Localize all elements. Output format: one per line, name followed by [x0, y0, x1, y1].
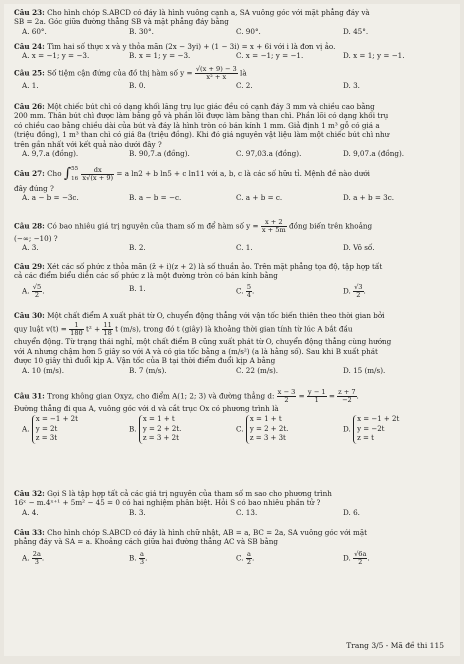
option-d[interactable]: D. $\frac{√6a}{2}$ .: [343, 549, 370, 566]
fraction: $\frac{11}{18}$: [103, 321, 112, 338]
option-d[interactable]: D. x = −1 + 2t y = −2t z = t: [343, 415, 400, 443]
question-number: Câu 30:: [14, 311, 45, 320]
question-number: Câu 32:: [14, 489, 45, 498]
option-a[interactable]: A. $\frac{√5}{2}$ .: [22, 282, 45, 299]
option-b[interactable]: B. $\frac{a}{3}$ .: [129, 549, 148, 566]
question-text: Cho: [47, 169, 62, 178]
question-text: SB = 2a. Góc giữa đường thẳng SB và mặt phẳng đáy bằng: [14, 17, 229, 27]
option-b[interactable]: B. 7 (m/s).: [129, 365, 167, 375]
question-text: đây đúng ?: [14, 184, 54, 193]
question-text: Một chiếc bút chì có dạng khối lăng trụ lục giác đều có cạnh đáy 3 mm và chiều cao bằng: [47, 102, 375, 111]
question-text: với A nhưng chậm hơn 5 giây so với A và có gia tốc bằng a (m/s²) (a là hằng số). Sau khi B xuất phát: [14, 346, 378, 356]
question-24: [14, 42, 454, 61]
fraction: $\frac{x + 2}{x + 5m}$: [261, 218, 286, 234]
option-a[interactable]: A. 1.: [22, 81, 39, 90]
question-27: [14, 164, 454, 203]
question-text: Cho hình chóp S.ABCD có đáy là hình chữ nhật, AB = a, BC = 2a, SA vuông góc với mặt: [47, 528, 368, 537]
question-text: Gọi S là tập hợp tất cả các giá trị nguyên của tham số m sao cho phương trình: [47, 489, 332, 498]
question-31: Câu 31: Trong không gian Oxyz, cho điểm A(1; 2; 3) và đường thẳng d: $\frac{x - 3}{2}$ = $\frac{y - 1}{1}$ = $\frac{z + 7}{-2}$ . Đường thẳng đi qua A, vuông góc với d và cắt trục Ox có phương trình là A. x = −1 + 2t y = 2t z = 3t B. x = 1 + t y = 2 + 2t. z = 3 + 2t C. x = 1 + t y = 2 + 2t. z = 3 + 3t D. x = −1 + 2t y = −2t z = t: [14, 389, 454, 444]
answer-options: [14, 366, 454, 375]
question-text: Số tiệm cận đứng của đồ thị hàm số y =: [47, 68, 193, 78]
question-29: [14, 262, 454, 299]
question-number: Câu 24:: [14, 42, 45, 51]
question-text: được 10 giây thì đuổi kịp A. Vận tốc của B tại thời điểm đuổi kịp A bằng: [14, 356, 276, 366]
question-32: [14, 489, 454, 517]
option-c[interactable]: C. $\frac{a}{2}$ .: [236, 549, 255, 566]
option-d[interactable]: D. $\frac{√3}{2}$ .: [343, 282, 366, 299]
question-28: [14, 219, 454, 253]
question-text: phẳng đáy và SA = a. Khoảng cách giữa hai đường thẳng AC và SB bằng: [14, 537, 279, 547]
fraction: $\frac{1}{180}$: [70, 321, 83, 338]
integral-sign: ∫: [63, 165, 72, 182]
option-b[interactable]: B. 2.: [129, 243, 146, 253]
page-footer: Trang 3/5 - Mã đề thi 115: [346, 641, 444, 650]
option-d[interactable]: D. 15 (m/s).: [343, 365, 386, 375]
option-d[interactable]: D. a + b = 3c.: [343, 193, 395, 203]
option-c[interactable]: C. 22 (m/s).: [236, 365, 279, 375]
question-text: 16ˣ − m.4ˣ⁺¹ + 5m² − 45 = 0 có hai nghiệm phân biệt. Hỏi S có bao nhiêu phần tử ?: [14, 498, 321, 508]
fraction: $\frac{y - 1}{1}$: [307, 388, 326, 404]
answer-options: [14, 243, 454, 252]
option-a[interactable]: A. a − b = −3c.: [22, 193, 79, 203]
answer-options: [14, 27, 454, 36]
option-d[interactable]: D. 3.: [343, 81, 360, 90]
question-text: (triệu đồng), 1 m³ than chì có giá 8a (triệu đồng). Khi đó giá nguyên vật liệu làm một chiếc bút chì như: [14, 130, 390, 140]
option-c[interactable]: C. x = 1 + t y = 2 + 2t. z = 3 + 3t: [236, 415, 289, 443]
question-text: Xét các số phức z thỏa mãn (z̄ + i)(z + 2) là số thuần ảo. Trên mặt phẳng tọa độ, tập hợp tất: [47, 262, 383, 271]
fraction: $\frac{x - 3}{2}$: [277, 388, 296, 404]
answer-options: [14, 149, 454, 158]
option-b[interactable]: B. 30°.: [129, 26, 154, 36]
option-c[interactable]: C. 97,03.a (đồng).: [236, 149, 302, 159]
option-c[interactable]: C. $\frac{5}{4}$ .: [236, 282, 255, 299]
fraction: $\frac{z + 7}{-2}$: [338, 388, 356, 404]
question-text: Tìm hai số thực x và y thỏa mãn (2x − 3yi) + (1 − 3i) = x + 6i với i là đơn vị ảo.: [47, 42, 336, 51]
question-text: có chiều cao bằng chiều dài của bút và đáy là hình tròn có bán kính 1 mm. Giả định 1 m³ gỗ có giá a: [14, 120, 380, 130]
integral-limits: 55 16: [71, 166, 79, 182]
question-number: Câu 23:: [14, 8, 45, 17]
option-b[interactable]: B. x = 1 + t y = 2 + 2t. z = 3 + 2t: [129, 415, 182, 443]
answer-options: [14, 415, 454, 444]
option-d[interactable]: D. 9,07.a (đồng).: [343, 149, 405, 159]
option-b[interactable]: B. 3.: [129, 507, 146, 517]
question-text: (−∞; −10) ?: [14, 234, 58, 243]
answer-options: [14, 508, 454, 517]
question-text: cả các điểm biểu diễn các số phức z là một đường tròn có bán kính bằng: [14, 271, 278, 281]
question-number: Câu 26:: [14, 102, 45, 111]
question-text: đồng biến trên khoảng: [289, 221, 373, 231]
question-30: Câu 30: Một chất điểm A xuất phát từ O, chuyển động thẳng với vận tốc biến thiên theo thời gian bởi quy luật v(t) = $\frac{1}{180}$ t² + $\frac{11}{18}$ t (m/s), trong đó t (giây) là khoảng thời gian tính từ lúc A bắt đầu chuyển động. Từ trạng thái nghỉ, một chất điểm B cũng xuất phát từ O, chuyển động thẳng cùng hướng với A nhưng chậm hơn 5 giây so với A và có gia tốc bằng a (m/s²) (a là hằng số). Sau khi B xuất phát được 10 giây thì đuổi kịp A. Vận tốc của B tại thời điểm đuổi kịp A bằng A. 10 (m/s). B. 7 (m/s). C. 22 (m/s). D. 15 (m/s).: [14, 311, 454, 375]
option-c[interactable]: C. 90°.: [236, 26, 261, 36]
option-a[interactable]: A. 9,7.a (đồng).: [22, 149, 79, 159]
question-23: [14, 8, 454, 36]
option-c[interactable]: C. a + b = c.: [236, 193, 283, 203]
option-a[interactable]: A. x = −1 + 2t y = 2t z = 3t: [22, 415, 78, 443]
fraction: $\frac{dx}{x√(x + 9)}$: [82, 165, 114, 182]
question-25: [14, 66, 454, 90]
option-a[interactable]: A. 60°.: [22, 26, 47, 36]
option-c[interactable]: C. 2.: [236, 81, 253, 90]
answer-options: [14, 81, 454, 90]
option-d[interactable]: D. 6.: [343, 507, 360, 517]
answer-options: [14, 551, 454, 566]
question-text: = a ln2 + b ln5 + c ln11 với a, b, c là các số hữu tỉ. Mệnh đề nào dưới: [116, 169, 370, 178]
option-b[interactable]: B. 1.: [129, 283, 146, 293]
question-number: Câu 27:: [14, 169, 45, 178]
question-33: [14, 528, 454, 566]
answer-options: [14, 51, 454, 60]
option-a[interactable]: A. 3.: [22, 243, 39, 253]
question-text: Có bao nhiêu giá trị nguyên của tham số m để hàm số y =: [47, 221, 259, 231]
option-b[interactable]: B. a − b = −c.: [129, 193, 182, 203]
option-d[interactable]: D. x = 1; y = −1.: [343, 51, 405, 61]
question-text: Cho hình chóp S.ABCD có đáy là hình vuông cạnh a, SA vuông góc với mặt phẳng đáy và: [47, 8, 370, 17]
answer-options: [14, 193, 454, 202]
option-b[interactable]: B. 90,7.a (đồng).: [129, 149, 190, 159]
exam-page: [4, 4, 460, 656]
option-a[interactable]: A. 10 (m/s).: [22, 365, 65, 375]
fraction: $\frac{√(x + 9) - 3}{\text{x² + x}}$: [195, 65, 237, 81]
answer-options: [14, 284, 454, 299]
option-a[interactable]: A. 4.: [22, 507, 39, 517]
question-number: Câu 31:: [14, 391, 45, 401]
question-number: Câu 25:: [14, 68, 45, 78]
question-number: Câu 28:: [14, 221, 45, 231]
option-c[interactable]: C. 13.: [236, 507, 258, 517]
option-c[interactable]: C. x = −1; y = −1.: [236, 51, 304, 61]
question-text: Đường thẳng đi qua A, vuông góc với d và cắt trục Ox có phương trình là: [14, 404, 279, 413]
question-text: trên gần nhất với kết quả nào dưới đây ?: [14, 139, 162, 149]
question-number: Câu 33:: [14, 528, 45, 537]
question-text: là: [240, 68, 247, 78]
option-d[interactable]: D. Vô số.: [343, 243, 375, 253]
option-d[interactable]: D. 45°.: [343, 26, 369, 36]
option-a[interactable]: A. x = −1; y = −3.: [22, 51, 90, 61]
option-c[interactable]: C. 1.: [236, 243, 253, 253]
question-text: chuyển động. Từ trạng thái nghỉ, một chất điểm B cũng xuất phát từ O, chuyển động thẳng cùng hướng: [14, 337, 392, 347]
option-a[interactable]: A. $\frac{2a}{3}$ .: [22, 549, 45, 566]
option-b[interactable]: B. x = 1; y = −3.: [129, 51, 191, 61]
option-b[interactable]: B. 0.: [129, 81, 146, 90]
question-text: 200 mm. Thân bút chì được làm bằng gỗ và phần lõi được làm bằng than chì. Phần lõi có dạng khối trụ: [14, 111, 389, 121]
question-text: Một chất điểm A xuất phát từ O, chuyển động thẳng với vận tốc biến thiên theo thời gian bởi: [47, 311, 385, 320]
question-26: [14, 102, 454, 158]
question-number: Câu 29:: [14, 262, 45, 271]
